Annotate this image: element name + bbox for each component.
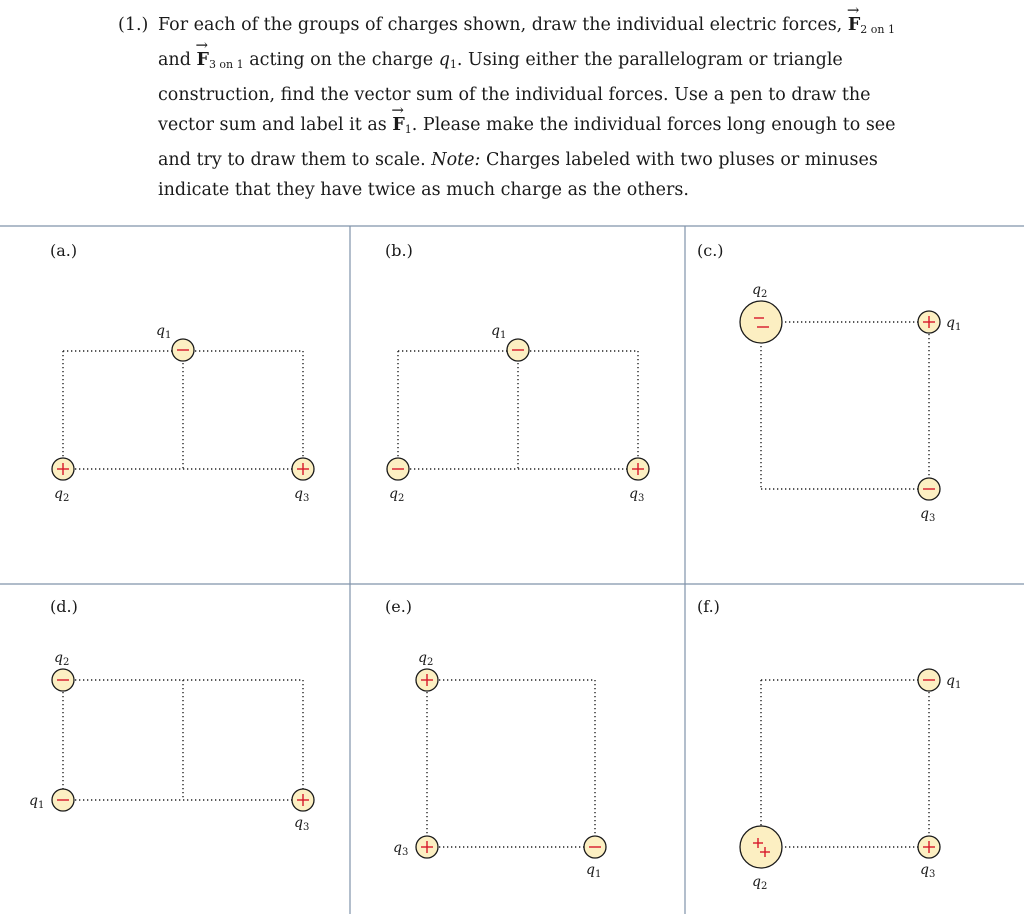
force-net: → F xyxy=(392,110,404,140)
charge-label: $q_3$ xyxy=(393,840,409,858)
charge-label: $q_2$ xyxy=(418,650,434,668)
charge-circle xyxy=(740,301,782,343)
charge-label: $q_1$ xyxy=(946,673,962,691)
charge-label: $q_1$ xyxy=(29,793,45,811)
charge-q3 xyxy=(918,836,940,880)
charge-label: $q_2$ xyxy=(752,282,768,300)
panel-f xyxy=(697,597,961,892)
charge-q1 xyxy=(156,323,194,361)
charge-q2 xyxy=(740,282,782,343)
charge-label: $q_2$ xyxy=(54,486,70,504)
charge-label: $q_3$ xyxy=(629,486,645,504)
charge-label: $q_1$ xyxy=(156,323,172,341)
charge-q3 xyxy=(627,458,649,504)
charge-label: $q_3$ xyxy=(920,862,936,880)
charge-circle xyxy=(740,826,782,868)
charge-label: $q_2$ xyxy=(54,650,70,668)
force-3on1: → F xyxy=(197,45,209,75)
panel-label: (e.) xyxy=(385,597,413,616)
panel-label: (f.) xyxy=(697,597,720,616)
charge-q3 xyxy=(292,458,314,504)
panel-a xyxy=(50,241,314,504)
charge-q2 xyxy=(416,650,438,691)
charge-label: $q_3$ xyxy=(920,506,936,524)
panel-d xyxy=(29,597,314,833)
charge-q2 xyxy=(52,458,74,504)
problem-text: For each of the groups of charges shown, draw the individual electric forces, → $F_{2 on 1}$ and → $F_{3 on 1}$ acting on the charge $q_1$. Using either the parallelogram or triangle construction, find the vector sum of the individual forces. Use a pen to draw the vector sum and label it as → $F_1$. Please make the individual forces long enough to see and try to draw them to scale. Note: Charges labeled with two pluses or minuses indicate that they have twice as much charge as the others. xyxy=(158,10,918,205)
problem-number: (1.) xyxy=(118,15,149,35)
charge-q3 xyxy=(918,478,940,524)
charge-q2 xyxy=(740,826,782,892)
charge-q3 xyxy=(393,836,438,858)
panel-label: (c.) xyxy=(697,241,724,260)
charge-q3 xyxy=(292,789,314,833)
charge-q1 xyxy=(29,789,74,811)
charge-q2 xyxy=(52,650,74,691)
panel-e xyxy=(385,597,606,880)
charge-q1 xyxy=(918,669,961,691)
panel-b xyxy=(385,241,649,504)
charge-label: $q_3$ xyxy=(294,486,310,504)
charge-label: $q_2$ xyxy=(389,486,405,504)
charge-label: $q_3$ xyxy=(294,815,310,833)
charge-label: $q_2$ xyxy=(752,874,768,892)
charge-label: $q_1$ xyxy=(491,323,507,341)
force-2on1: → F xyxy=(848,10,860,40)
charge-q2 xyxy=(387,458,409,504)
panel-label: (a.) xyxy=(50,241,78,260)
panel-c xyxy=(697,241,961,524)
panel-label: (b.) xyxy=(385,241,413,260)
charge-q1 xyxy=(584,836,606,880)
charge-label: $q_1$ xyxy=(586,862,602,880)
panel-label: (d.) xyxy=(50,597,78,616)
charge-q1 xyxy=(491,323,529,361)
charge-label: $q_1$ xyxy=(946,315,962,333)
charge-q1 xyxy=(918,311,961,333)
